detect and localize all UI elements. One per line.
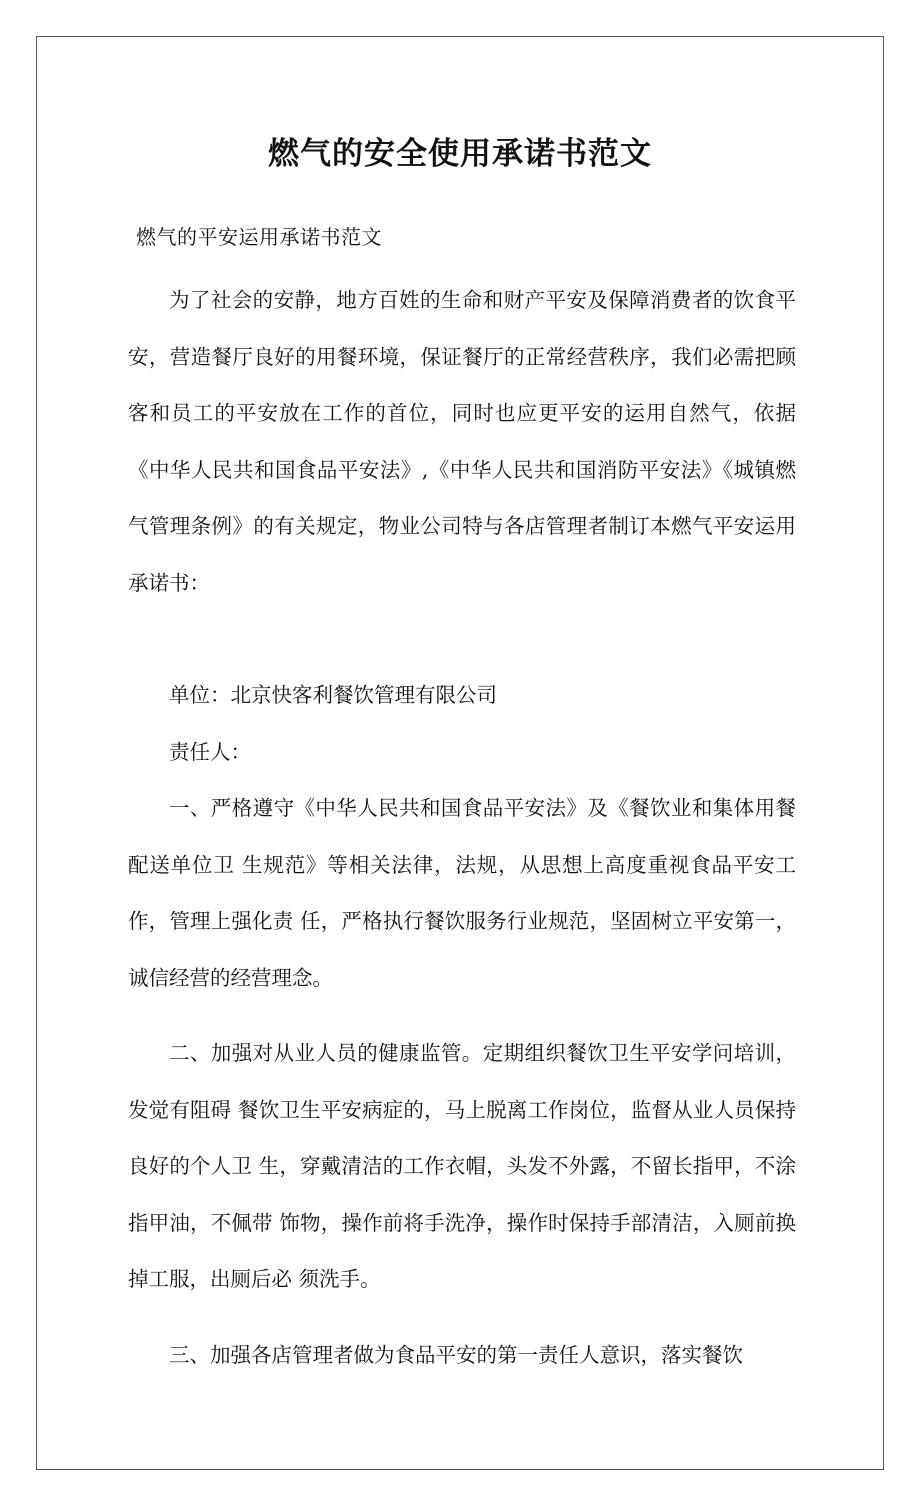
paragraph-unit: 单位：北京快客利餐饮管理有限公司 (169, 683, 497, 707)
document-body (128, 272, 796, 1402)
paragraph-responsible-person: 责任人： (169, 739, 251, 764)
paragraph-item-1: 一、严格遵守《中华人民共和国食品平安法》及《餐饮业和集体用餐配送单位卫 生规范》等相关法律，法规，从思想上高度重视食品平安工作，管理上强化责 任，严格执行餐饮服务行业规范，坚固树立平安第一，诚信经营的经营理念。 (128, 796, 796, 990)
document-subtitle: 燃气的平安运用承诺书范文 (136, 225, 382, 249)
paragraph-item-2: 二、加强对从业人员的健康监管。定期组织餐饮卫生平安学问培训，发觉有阻碍 餐饮卫生平安病症的，马上脱离工作岗位，监督从业人员保持良好的个人卫 生，穿戴清洁的工作衣帽，头发不外露，不留长指甲，不涂指甲油，不佩带 饰物，操作前将手洗净，操作时保持手部清洁，入厕前换掉工服，出厕后必 须洗手。 (128, 1041, 796, 1291)
paragraph-intro: 为了社会的安静，地方百姓的生命和财产平安及保障消费者的饮食平安，营造餐厅良好的用餐环境，保证餐厅的正常经营秩序，我们必需把顾客和员工的平安放在工作的首位，同时也应更平安的运用自然气，依据《中华人民共和国食品平安法》,《中华人民共和国消防平安法》《城镇燃气管理条例》的有关规定，物业公司特与各店管理者制订本燃气平安运用承诺书： (128, 288, 796, 595)
document-title: 燃气的安全使用承诺书范文 (268, 136, 652, 172)
paragraph-item-3: 三、加强各店管理者做为食品平安的第一责任人意识，落实餐饮 (169, 1342, 743, 1367)
